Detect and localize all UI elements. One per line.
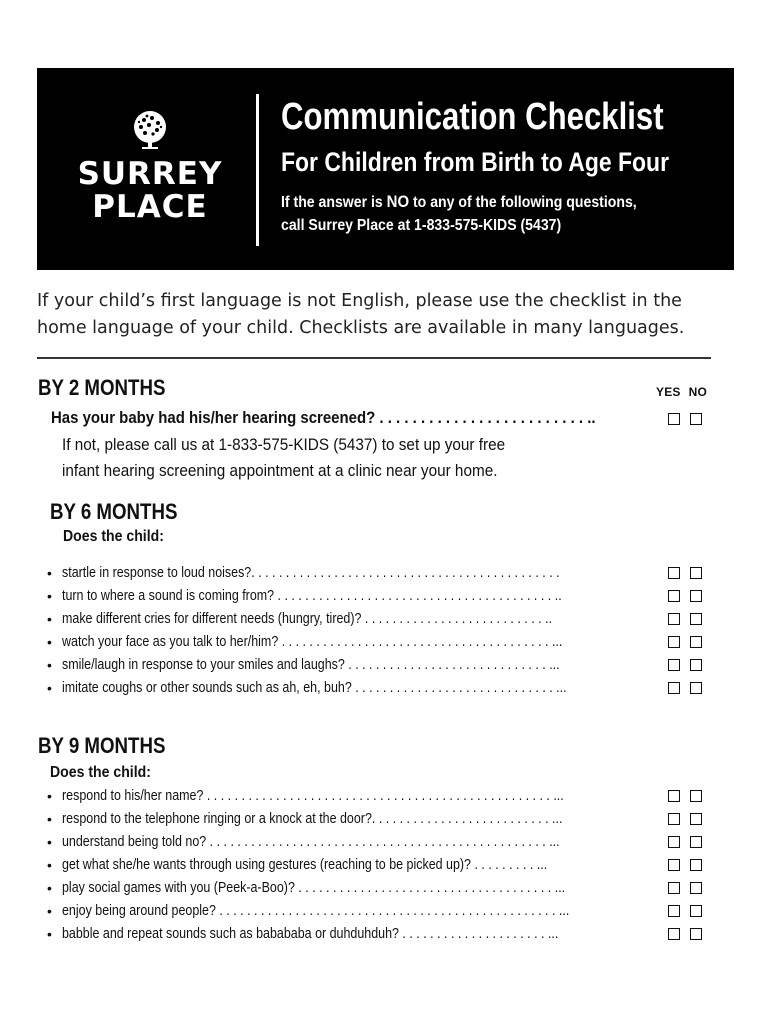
- checklist-item-text: turn to where a sound is coming from? . . . . . . . . . . . . . . . . . . . . . . . . . . . . . . . . . . . . . . . . ..: [62, 588, 562, 604]
- checkbox-yes[interactable]: [668, 590, 680, 602]
- instruction-text-start: If the answer is: [281, 194, 387, 211]
- checkbox-yes[interactable]: [668, 928, 680, 940]
- hearing-note-line: infant hearing screening appointment at a clinic near your home.: [62, 461, 498, 480]
- checklist-item-text: understand being told no? . . . . . . . . . . . . . . . . . . . . . . . . . . . . . . . . . . . . . . . . . . . . . . . . . ...: [62, 834, 560, 850]
- yes-column-label: YES: [656, 385, 681, 399]
- bullet: •: [47, 834, 52, 850]
- section-title-9-months: BY 9 MONTHS: [38, 733, 166, 758]
- header-banner: [37, 68, 734, 270]
- page-subtitle: For Children from Birth to Age Four: [281, 147, 669, 177]
- surrey-place-logo: [75, 108, 225, 224]
- header-divider: [256, 94, 259, 246]
- checklist-item: [47, 900, 657, 922]
- section-prompt: Does the child:: [63, 528, 164, 545]
- checkbox-yes[interactable]: [668, 905, 680, 917]
- section-title-2-months: BY 2 MONTHS: [38, 375, 166, 400]
- bullet: •: [47, 788, 52, 804]
- checkbox-no[interactable]: [690, 413, 702, 425]
- section-prompt: Does the child:: [50, 764, 151, 781]
- checklist-item-text: imitate coughs or other sounds such as ah, eh, buh? . . . . . . . . . . . . . . . . . . . . . . . . . . . . . ...: [62, 680, 567, 696]
- checkbox-no[interactable]: [690, 590, 702, 602]
- checkbox-yes[interactable]: [668, 682, 680, 694]
- checklist-item-text: watch your face as you talk to her/him? . . . . . . . . . . . . . . . . . . . . . . . . . . . . . . . . . . . . . . . ...: [62, 634, 563, 650]
- bullet: •: [47, 811, 52, 827]
- checklist-item: [47, 854, 657, 876]
- hearing-question: [51, 407, 671, 429]
- section-divider: [37, 357, 711, 359]
- bullet: •: [47, 634, 52, 650]
- checkbox-no[interactable]: [690, 813, 702, 825]
- checkbox-no[interactable]: [690, 905, 702, 917]
- checkbox-no[interactable]: [690, 859, 702, 871]
- checklist-item: [47, 562, 657, 584]
- no-column-label: NO: [688, 385, 708, 399]
- header-text: [281, 96, 721, 237]
- checklist-item-text: play social games with you (Peek-a-Boo)? . . . . . . . . . . . . . . . . . . . . . . . . . . . . . . . . . . . . . ...: [62, 880, 566, 896]
- checklist-item-text: get what she/he wants through using gestures (reaching to be picked up)? . . . . . . . . . ...: [62, 857, 548, 873]
- header-instruction: [281, 190, 668, 237]
- checkbox-yes[interactable]: [668, 813, 680, 825]
- checklist-item: [47, 785, 657, 807]
- instruction-text-end: to any of the following questions,: [409, 194, 637, 211]
- checkbox-yes[interactable]: [668, 859, 680, 871]
- bullet: •: [47, 611, 52, 627]
- checkbox-no[interactable]: [690, 613, 702, 625]
- hearing-note-line: If not, please call us at 1-833-575-KIDS (5437) to set up your free: [62, 435, 506, 454]
- section-title-6-months: BY 6 MONTHS: [50, 499, 178, 524]
- checkbox-no[interactable]: [690, 928, 702, 940]
- checklist-item-text: startle in response to loud noises?. . . . . . . . . . . . . . . . . . . . . . . . . . . . . . . . . . . . . . . . . . . . .: [62, 565, 560, 581]
- checkbox-yes[interactable]: [668, 836, 680, 848]
- checklist-item-text: respond to his/her name? . . . . . . . . . . . . . . . . . . . . . . . . . . . . . . . . . . . . . . . . . . . . . . . . . . ...: [62, 788, 564, 804]
- intro-line: home language of your child. Checklists are available in many languages.: [37, 318, 685, 338]
- bullet: •: [47, 657, 52, 673]
- checklist-item: [47, 808, 657, 830]
- checkbox-no[interactable]: [690, 882, 702, 894]
- checkbox-no[interactable]: [690, 836, 702, 848]
- hearing-question-text: Has your baby had his/her hearing screened? . . . . . . . . . . . . . . . . . . . . . . . . . ..: [51, 408, 596, 427]
- checkbox-yes[interactable]: [668, 567, 680, 579]
- checklist-item: [47, 585, 657, 607]
- checklist-item-text: respond to the telephone ringing or a knock at the door?. . . . . . . . . . . . . . . . . . . . . . . . . . ...: [62, 811, 563, 827]
- checklist-item: [47, 677, 657, 699]
- intro-line: If your child’s first language is not English, please use the checklist in the: [37, 291, 682, 311]
- logo-word-surrey: SURREY: [77, 156, 223, 192]
- checkbox-no[interactable]: [690, 790, 702, 802]
- checkbox-yes[interactable]: [668, 613, 680, 625]
- checklist-item: [47, 923, 657, 945]
- checkbox-yes[interactable]: [668, 636, 680, 648]
- checklist-item: [47, 654, 657, 676]
- checklist-item-text: enjoy being around people? . . . . . . . . . . . . . . . . . . . . . . . . . . . . . . . . . . . . . . . . . . . . . . . . . ...: [62, 903, 570, 919]
- instruction-phone-line: call Surrey Place at 1-833-575-KIDS (5437): [281, 217, 562, 234]
- checkbox-yes[interactable]: [668, 659, 680, 671]
- bullet: •: [47, 880, 52, 896]
- checkbox-no[interactable]: [690, 636, 702, 648]
- checklist-item-text: make different cries for different needs (hungry, tired)? . . . . . . . . . . . . . . . . . . . . . . . . . . ..: [62, 611, 552, 627]
- page-title: Communication Checklist: [281, 96, 664, 138]
- checklist-item: [47, 831, 657, 853]
- checkbox-yes[interactable]: [668, 413, 680, 425]
- checkbox-no[interactable]: [690, 659, 702, 671]
- checklist-item: [47, 608, 657, 630]
- bullet: •: [47, 565, 52, 581]
- bullet: •: [47, 926, 52, 942]
- instruction-emphasis: NO: [386, 192, 410, 211]
- checkbox-no[interactable]: [690, 567, 702, 579]
- checklist-item-text: smile/laugh in response to your smiles and laughs? . . . . . . . . . . . . . . . . . . . . . . . . . . . . . ...: [62, 657, 560, 673]
- bullet: •: [47, 857, 52, 873]
- yes-no-header: [656, 385, 715, 399]
- intro-paragraph: [37, 288, 727, 342]
- tree-logo-icon: [128, 108, 172, 152]
- checkbox-yes[interactable]: [668, 790, 680, 802]
- checkbox-no[interactable]: [690, 682, 702, 694]
- checkbox-yes[interactable]: [668, 882, 680, 894]
- logo-word-place: PLACE: [92, 189, 208, 225]
- checklist-item: [47, 631, 657, 653]
- bullet: •: [47, 903, 52, 919]
- checklist-item-text: babble and repeat sounds such as babababa or duhduhduh? . . . . . . . . . . . . . . . . . . . . . ...: [62, 926, 559, 942]
- bullet: •: [47, 588, 52, 604]
- checklist-item: [47, 877, 657, 899]
- bullet: •: [47, 680, 52, 696]
